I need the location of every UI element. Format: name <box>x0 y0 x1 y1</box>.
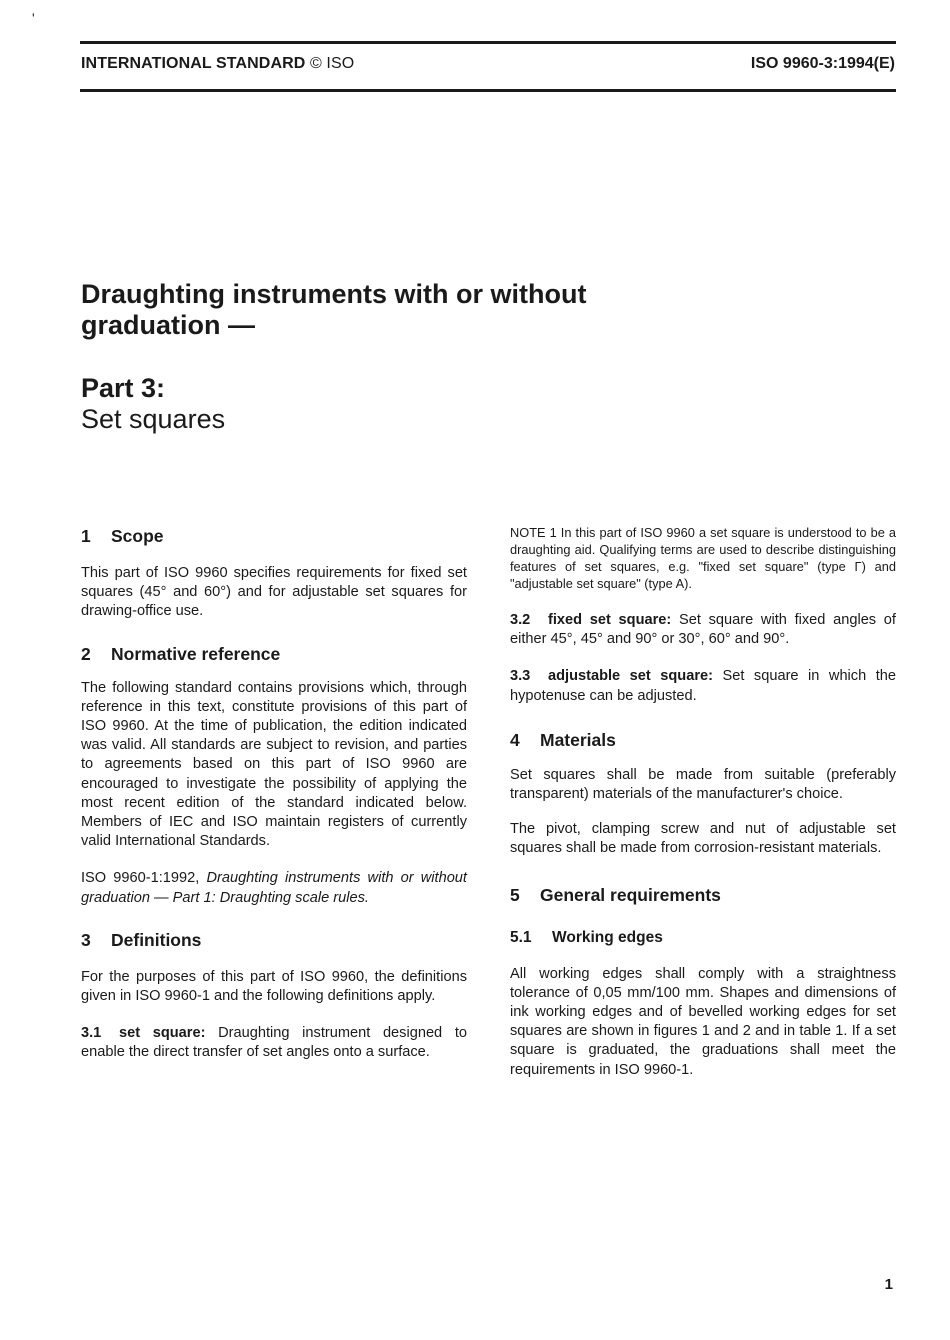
margin-mark: ' <box>32 10 35 26</box>
section-heading-materials: 4 Materials <box>510 729 616 750</box>
subsection-heading-working-edges: 5.1 Working edges <box>510 928 663 946</box>
definitions-note: NOTE 1 In this part of ISO 9960 a set square is understood to be a draughting aid. Qualifying terms are used to describe distinguishing features of set squares, e.g. "fixed set square" (type Γ) and "adjustable set square" (type A). <box>510 525 896 591</box>
document-subtitle: Set squares <box>81 404 226 434</box>
document-title: Draughting instruments with or without graduation — <box>81 279 587 340</box>
normative-reference-text: The following standard contains provisions which, through reference in this text, constitute provisions of this part of ISO 9960. At the time of publication, the edition indicated was valid. All standards are subject to revision, and parties to agreements based on this part of ISO 9960 are encouraged to investigate the possibility of applying the most recent edition of the standard indicated below. Members of IEC and ISO maintain registers of currently valid International Standards. <box>81 679 467 850</box>
definitions-intro: For the purposes of this part of ISO 9960, the definitions given in ISO 9960-1 and the following definitions apply. <box>81 968 467 1005</box>
document-part: Part 3: <box>81 373 166 403</box>
definition-set-square: 3.1 set square: Draughting instrument designed to enable the direct transfer of set angles onto a surface. <box>81 1025 467 1061</box>
right-column <box>510 524 896 1080</box>
section-heading-definitions: 3 Definitions <box>81 929 202 950</box>
header-bottom-rule <box>80 89 896 92</box>
section-heading-general-requirements: 5 General requirements <box>510 884 721 905</box>
materials-text-2: The pivot, clamping screw and nut of adjustable set squares shall be made from corrosion-resistant materials. <box>510 821 896 857</box>
scope-text: This part of ISO 9960 specifies requirements for fixed set squares (45° and 60°) and for adjustable set squares for drawing-office use. <box>81 565 467 620</box>
header-iso-label: © ISO <box>309 55 355 72</box>
left-column <box>81 524 467 1063</box>
header-document-number: ISO 9960-3:1994(E) <box>750 55 895 72</box>
header-document-type <box>81 55 354 73</box>
definition-fixed-set-square: 3.2 fixed set square: Set square with fixed angles of either 45°, 45° and 90° or 30°, 60° and 90°. <box>510 612 896 648</box>
normative-reference-citation: ISO 9960-1:1992, Draughting instruments with or without graduation — Part 1: Draughting scale rules. <box>81 870 467 906</box>
header-standard-label: INTERNATIONAL STANDARD <box>81 55 306 72</box>
definition-adjustable-set-square: 3.3 adjustable set square: Set square in which the hypotenuse can be adjusted. <box>510 668 897 704</box>
header-top-rule <box>80 41 896 44</box>
materials-text-1: Set squares shall be made from suitable (preferably transparent) materials of the manufacturer's choice. <box>510 766 896 803</box>
section-heading-normative-reference: 2 Normative reference <box>81 643 281 664</box>
section-heading-scope: 1 Scope <box>81 526 164 546</box>
page-number: 1 <box>884 1276 893 1293</box>
working-edges-text: All working edges shall comply with a straightness tolerance of 0,05 mm/100 mm. Shapes and dimensions of ink working edges and of bevelled working edges for set squares are shown in figures 1 and 2 and in table 1. If a set square is graduated, the graduations shall meet the requirements in ISO 9960-1. <box>510 965 896 1078</box>
